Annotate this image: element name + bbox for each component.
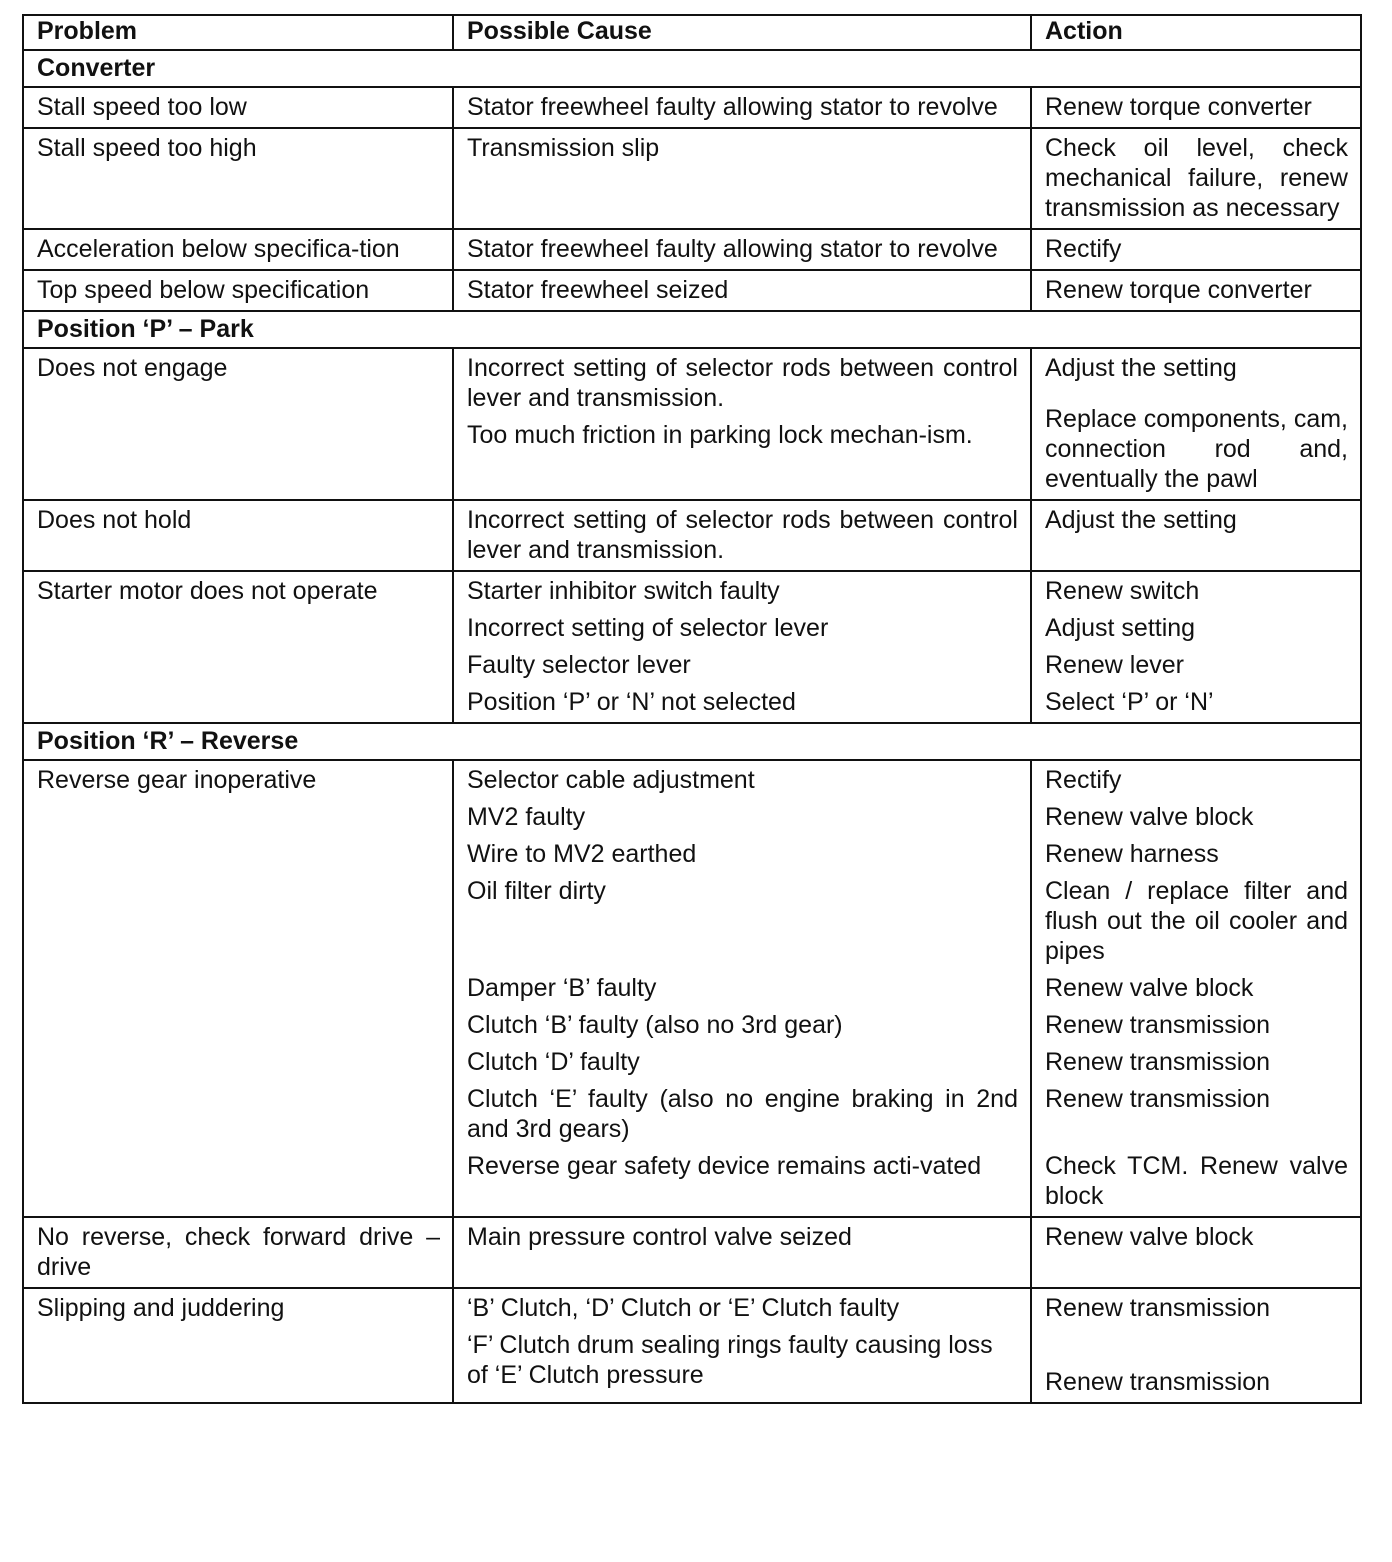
problem-cell: Reverse gear inoperative [23,760,453,1217]
action-line: Adjust the setting [1045,354,1237,382]
action-line: Rectify [1045,766,1122,794]
action-line: Renew transmission [1045,1048,1271,1076]
action-line: Renew lever [1045,651,1184,679]
section-reverse: Position ‘R’ – Reverse [23,723,1361,760]
cause-line: Wire to MV2 earthed [467,840,697,868]
action-line: Renew transmission [1045,1368,1271,1396]
action-cell: Rectify [1031,229,1361,270]
cause-cell [453,760,1031,1217]
cause-line: MV2 faulty [467,803,586,831]
action-line: Renew transmission [1045,1294,1271,1322]
problem-cell: Slipping and juddering [23,1288,453,1403]
action-cell [1031,348,1361,500]
header-action: Action [1031,15,1361,50]
table-row [23,571,1361,723]
action-line: Renew transmission [1045,1085,1271,1113]
action-cell: Renew valve block [1031,1217,1361,1288]
cause-line: Incorrect setting of selector rods between control lever and transmission. [467,354,1018,412]
fault-diagnosis-table [22,14,1362,1404]
cause-cell: Stator freewheel faulty allowing stator to revolve [453,229,1031,270]
cause-line: ‘F’ Clutch drum sealing rings faulty causing loss of ‘E’ Clutch pressure [467,1331,993,1389]
section-row [23,723,1361,760]
section-row [23,311,1361,348]
cause-line: ‘B’ Clutch, ‘D’ Clutch or ‘E’ Clutch faulty [467,1294,900,1322]
action-line: Renew switch [1045,577,1200,605]
action-cell [1031,760,1361,1217]
cause-cell [453,571,1031,723]
section-park: Position ‘P’ – Park [23,311,1361,348]
cause-line: Position ‘P’ or ‘N’ not selected [467,688,796,716]
problem-cell: Does not hold [23,500,453,571]
table-row [23,500,1361,571]
action-cell: Renew torque converter [1031,87,1361,128]
cause-cell: Stator freewheel seized [453,270,1031,311]
section-row [23,50,1361,87]
action-line: Renew transmission [1045,1011,1271,1039]
action-line: Adjust setting [1045,614,1196,642]
section-converter: Converter [23,50,1361,87]
problem-cell: Top speed below specification [23,270,453,311]
cause-line: Faulty selector lever [467,651,691,679]
action-line: Renew valve block [1045,974,1254,1002]
problem-cell: Stall speed too low [23,87,453,128]
cause-line: Damper ‘B’ faulty [467,974,657,1002]
table-row [23,348,1361,500]
action-line: Renew valve block [1045,803,1254,831]
cause-line: Starter inhibitor switch faulty [467,577,780,605]
cause-line: Clutch ‘B’ faulty (also no 3rd gear) [467,1011,843,1039]
action-line: Select ‘P’ or ‘N’ [1045,688,1214,716]
cause-cell [453,1288,1031,1403]
fault-diagnosis-document [22,14,1360,1404]
cause-cell: Main pressure control valve seized [453,1217,1031,1288]
line-spacer [1045,390,1348,397]
table-row [23,1217,1361,1288]
action-cell [1031,1288,1361,1403]
action-cell: Check oil level, check mechanical failure, renew transmission as necessary [1031,128,1361,229]
problem-cell: Does not engage [23,348,453,500]
action-cell: Renew torque converter [1031,270,1361,311]
problem-cell: Stall speed too high [23,128,453,229]
cause-line: Reverse gear safety device remains acti-vated [467,1152,982,1180]
action-line: Replace components, cam, connection rod and, eventually the pawl [1045,405,1348,493]
cause-cell: Stator freewheel faulty allowing stator to revolve [453,87,1031,128]
table-row [23,760,1361,1217]
cause-line: Clutch ‘D’ faulty [467,1048,640,1076]
action-line: Clean / replace filter and flush out the oil cooler and pipes [1045,877,1348,965]
header-problem: Problem [23,15,453,50]
table-row [23,128,1361,229]
cause-cell: Transmission slip [453,128,1031,229]
problem-cell: Acceleration below specifica-tion [23,229,453,270]
table-row [23,229,1361,270]
action-line: Renew harness [1045,840,1219,868]
action-cell [1031,571,1361,723]
problem-cell: Starter motor does not operate [23,571,453,723]
table-row [23,270,1361,311]
header-row [23,15,1361,50]
cause-cell: Incorrect setting of selector rods between control lever and transmission. [453,500,1031,571]
cause-line: Incorrect setting of selector lever [467,614,829,642]
problem-cell: No reverse, check forward drive – drive [23,1217,453,1288]
cause-line: Oil filter dirty [467,877,606,905]
cause-line: Selector cable adjustment [467,766,755,794]
table-row [23,87,1361,128]
cause-cell [453,348,1031,500]
cause-line: Clutch ‘E’ faulty (also no engine braking in 2nd and 3rd gears) [467,1085,1018,1143]
header-possible-cause: Possible Cause [453,15,1031,50]
action-line: Check TCM. Renew valve block [1045,1152,1348,1210]
cause-line: Too much friction in parking lock mechan-ism. [467,421,973,449]
action-cell: Adjust the setting [1031,500,1361,571]
table-row [23,1288,1361,1403]
